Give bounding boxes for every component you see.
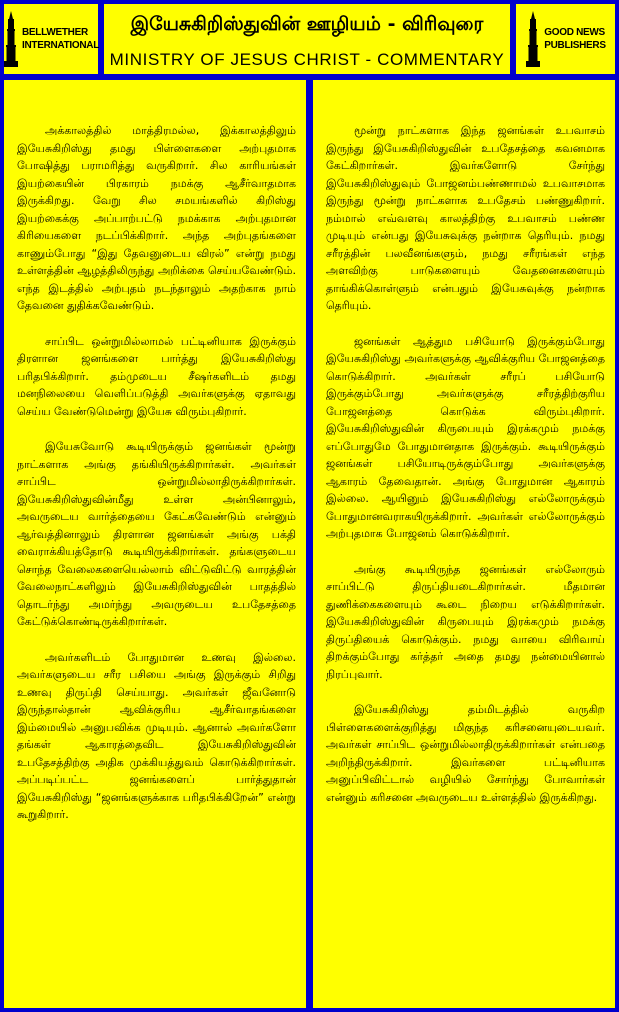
left-logo-line2: INTERNATIONAL (21, 40, 100, 51)
left-paragraph-4: அவர்களிடம் போதுமான உணவு இல்லை. அவர்களுடைய சரீர பசியை அங்கு இருக்கும் சிறிது உணவு திருப்தி செய்யாது. அவர்கள் ஜீவனோடு இருந்தால்தான் ஆவிக்குரிய ஆசீர்வாதங்களை இம்மையில் அனுபவிக்க முடியும். ஆனால் அவர்களோ தங்கள் ஆகாரத்தைவிட இயேசுகிறிஸ்துவின் உபதேசத்திற்கு அதிக முக்கியத்துவம் கொடுக்கிறார்கள். அப்படிப்பட்ட ஜனங்களைப் பார்த்துதான் இயேசுகிறிஸ்து “ஜனங்களுக்காக பரிதபிக்கிறேன்” என்று கூறுகிறார். (17, 650, 296, 821)
right-logo-line1: GOOD NEWS (544, 27, 605, 38)
title-english: MINISTRY OF JESUS CHRIST - COMMENTARY (109, 50, 505, 69)
bellwether-logo (2, 2, 100, 76)
bell-tower-icon (3, 11, 19, 67)
left-logo-line1: BELLWETHER (21, 27, 88, 38)
title-tamil: இயேசுகிறிஸ்துவின் ஊழியம் - விரிவுரை (130, 13, 484, 35)
left-column (2, 78, 308, 1010)
right-paragraph-2: ஜனங்கள் ஆத்தும பசியோடு இருக்கும்போது இயேசுகிறிஸ்து அவர்களுக்கு ஆவிக்குரிய போஜனத்தை கொடுக்கிறார். அவர்கள் சரீரப் பசியோடு இருக்கும்போது அவர்களுக்கு சரீரத்திற்குரிய போஜனத்தை கொடுக்க விரும்புகிறார். இயேசுகிறிஸ்துவின் கிருபையும் இரக்கமும் நமக்கு எப்போதுமே போதுமானதாக இருக்கும். கூடியிருக்கும் ஜனங்கள் பசியோடிருக்கும்போது அவர்களுக்கு ஆகாரம் தேவைதான். அங்கு போதுமான ஆகாரம் இல்லை. ஆயினும் இயேசுகிறிஸ்து எல்லோருக்கும் போதுமானவராகயிருக்கிறார். அவர்கள் எல்லோருக்கும் அற்புதமாக போஜனம் கொடுக்கிறார். (326, 334, 605, 540)
left-paragraph-3: இயேசுவோடு கூடியிருக்கும் ஜனங்கள் மூன்று நாட்களாக அங்கு தங்கியிருக்கிறார்கள். அவர்கள் சாப்பிட ஒன்றுமில்லாதிருக்கிறார்கள். இயேசுகிறிஸ்துவின்மீது உள்ள அன்பினாலும், அவருடைய வார்த்தையை கேட்கவேண்டும் என்னும் ஆர்வத்தினாலும் திரளான ஜனங்கள் அங்கு பக்தி வைராக்கியத்தோடு கூடியிருக்கிறார்கள். தங்களுடைய சொந்த வேலைகளையெல்லாம் விட்டுவிட்டு வாரத்தின் வேலைநாட்களிலும் இயேசுகிறிஸ்துவின் பாதத்தில் தொடர்ந்து அமர்ந்து அவருடைய உபதேசத்தை கேட்டுக்கொண்டிருக்கிறார்கள். (17, 440, 296, 628)
page-header (102, 2, 512, 76)
good-news-logo (514, 2, 617, 76)
tower-icon (525, 11, 541, 67)
right-paragraph-4: இயேசுகிறிஸ்து தம்மிடத்தில் வருகிற பிள்ளைகளைக்குறித்து மிகுந்த கரிசனையுடையவர். அவர்கள் சாப்பிட ஒன்றுமில்லாதிருக்கிறார்கள் என்பதை அறிந்திருக்கிறார். இவர்களை பட்டினியாக அனுப்பிவிட்டால் வழியில் சோர்ந்து போவார்கள் என்னும் கரிசனை அவருடைய உள்ளத்தில் இருக்கிறது. (326, 703, 605, 804)
right-logo-line2: PUBLISHERS (544, 40, 606, 51)
left-paragraph-2: சாப்பிட ஒன்றுமில்லாமல் பட்டினியாக இருக்கும் திரளான ஜனங்களை பார்த்து இயேசுகிறிஸ்து பரிதபிக்கிறார். தம்முடைய சீஷர்களிடம் தமது மனநிலையை வெளிப்படுத்தி அவர்களுக்கு ஏதாவது செய்ய வேண்டுமென்று இயேசு விரும்புகிறார். (17, 334, 296, 418)
right-paragraph-3: அங்கு கூடியிருந்த ஜனங்கள் எல்லோரும் சாப்பிட்டு திருப்தியடைகிறார்கள். மீதமான துணிக்கைகளையும் கூடை நிறைய எடுக்கிறார்கள். இயேசுகிறிஸ்துவின் கிருபையும் இரக்கமும் நமக்கு திருப்தியைக் கொடுக்கும். நமது வாயை விரிவாய் திறக்கும்போது கர்த்தர் அதை தமது நன்மையினால் நிரப்புவார். (326, 562, 605, 681)
right-paragraph-1: மூன்று நாட்களாக இந்த ஜனங்கள் உபவாசம் இருந்து இயேசுகிறிஸ்துவின் உபதேசத்தை கவனமாக கேட்கிறார்கள். இவர்களோடு சேர்ந்து இயேசுகிறிஸ்துவும் போஜனம்பண்ணாமல் உபவாசமாக இருந்து மூன்று நாட்களாக உபதேசம் பண்ணுகிறார். நம்மால் எவ்வளவு காலத்திற்கு உபவாசம் பண்ண முடியும் என்பது இயேசுவுக்கு நன்றாக தெரியும். நமது சரீரத்தின் பலவீனங்களும், நமது சரீரங்கள் எந்த அளவிற்கு பாடுகளையும் வேதனைகளையும் தாங்கிக்கொள்ளும் என்பதும் இயேசுவுக்கு நன்றாக தெரியும். (326, 124, 605, 312)
right-column (311, 78, 617, 1010)
left-paragraph-1: அக்காலத்தில் மாத்திரமல்ல, இக்காலத்திலும் இயேசுகிறிஸ்து தமது பிள்ளைகளை அற்புதமாக போஷித்து பராமரித்து வருகிறார். சில காரியங்கள் இயற்கையின் பிரகாரம் நமக்கு ஆசீர்வாதமாக இருக்கிறது. வேறு சில சமயங்களில் கிறிஸ்து இயற்கைக்கு அப்பாற்பட்டு நமக்காக அற்புதமான கிரியைகளை நடப்பிக்கிறார். அந்த அற்புதங்களை காணும்போது “இது தேவனுடைய விரல்” என்று நமது உள்ளத்தின் ஆழத்திலிருந்து அறிக்கை செய்யவேண்டும். எந்த இடத்தில் அற்புதம் நடந்தாலும் அதற்காக நாம் தேவனை துதிக்கவேண்டும். (17, 124, 296, 312)
